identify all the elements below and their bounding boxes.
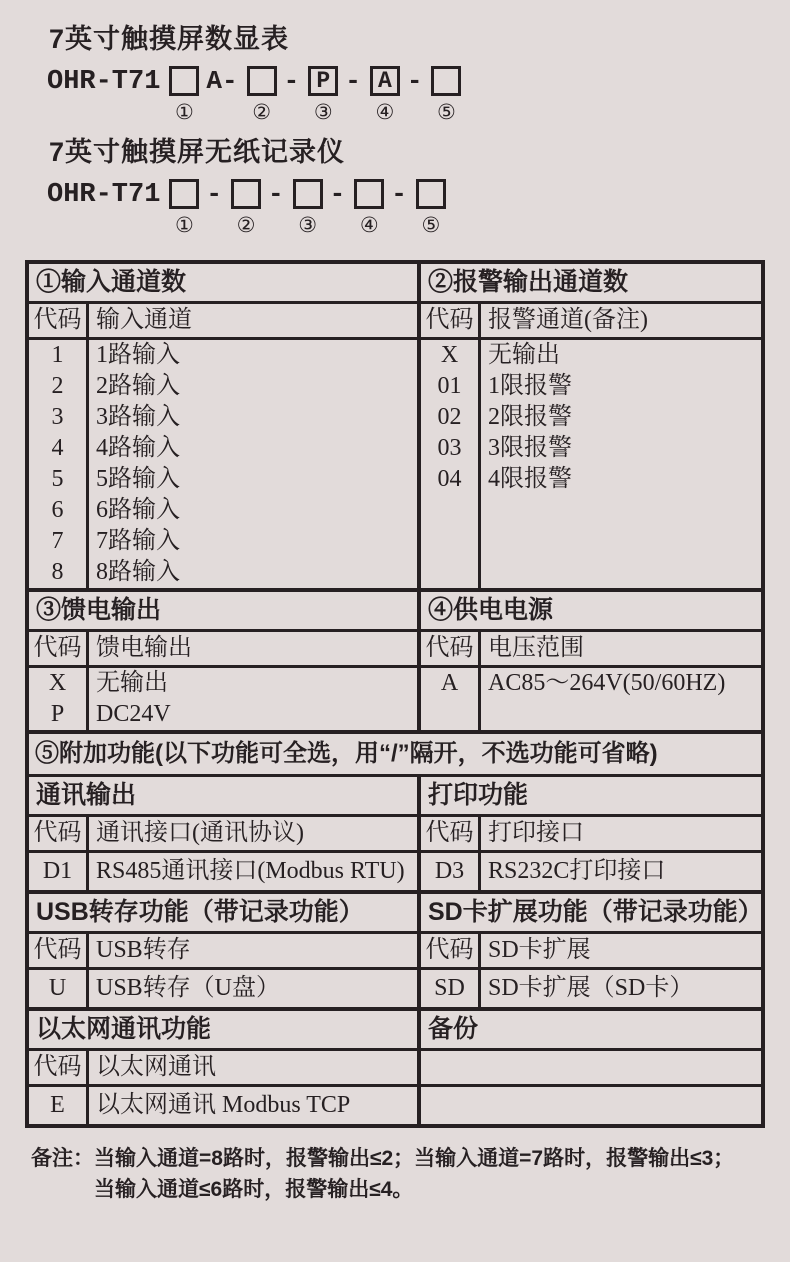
section-title: ②报警输出通道数 [421,264,761,304]
footnote-line: 当输入通道=8路时，报警输出≤2；当输入通道=7路时，报警输出≤3； [94,1147,735,1170]
code-cell: 4 [51,435,64,461]
table-panel-left [29,1011,421,1124]
model-code-box [169,66,199,96]
value-column [89,1087,417,1124]
model-box-column [431,66,461,123]
code-cell: U [48,975,67,1001]
table-band [29,894,761,1011]
value-cell: 7路输入 [96,528,180,554]
model-segment [308,66,361,123]
model-segment [169,179,222,236]
table-band [29,592,761,734]
column-header-row [29,817,417,853]
section-title: ①输入通道数 [29,264,417,304]
section-title: 以太网通讯功能 [29,1011,417,1051]
section-title: USB转存功能（带记录功能） [29,894,417,934]
code-cell: 2 [51,373,64,399]
product-2 [25,137,765,236]
column-header-cell: SD卡扩展 [488,937,591,963]
code-header-cell: 代码 [29,304,89,337]
table-panel-right [421,264,761,588]
code-header-cell: 代码 [421,817,481,850]
table-panel-right [421,894,763,1007]
model-code-box [247,66,277,96]
product-1-title: 7英寸触摸屏数显表 [49,24,290,54]
column-header-row [29,934,417,970]
code-cell: D1 [42,858,73,884]
code-cell: P [50,701,65,727]
code-cell: 8 [51,559,64,585]
footnote-line: 当输入通道≤6路时，报警输出≤4。 [94,1178,414,1201]
code-cell: SD [434,975,465,1001]
value-cell: 2限报警 [488,404,572,430]
value-cell: 以太网通讯 Modbus TCP [96,1092,351,1118]
circled-number-marker: ② [236,213,256,237]
value-cell: 无输出 [488,342,560,368]
model-box-column [169,179,199,236]
value-column [481,970,763,1007]
code-cell: 7 [51,528,64,554]
value-cell: USB转存（U盘） [96,975,281,1001]
data-area [29,970,417,1007]
code-cell: 03 [437,435,462,461]
value-column [89,340,417,588]
model-dash: - [345,66,361,96]
code-column [29,853,89,890]
model-prefix: OHR-T71 [47,67,161,97]
model-box-column [169,66,199,123]
value-cell: 3限报警 [488,435,572,461]
product-1-model-line [47,66,765,123]
model-segment [231,179,284,236]
column-header-row [421,632,761,668]
column-header-cell: 以太网通讯 [96,1054,216,1080]
table-band [29,777,761,894]
data-area [29,668,417,730]
model-segment [370,66,423,123]
column-header-cell: 报警通道(备注) [488,307,648,333]
model-code-box [293,179,323,209]
table-panel-left [29,592,421,730]
column-header-row [29,632,417,668]
model-code-box [354,179,384,209]
circled-number-marker: ② [252,100,272,124]
value-column [89,668,417,730]
data-area [29,1087,417,1124]
data-area [421,970,763,1007]
value-cell: AC85～264V(50/60HZ) [488,670,726,696]
code-cell: X [48,670,67,696]
circled-number-marker: ⑤ [421,213,441,237]
model-code-box [416,179,446,209]
model-code-box [231,179,261,209]
model-dash: - [283,66,300,96]
code-cell: 3 [51,404,64,430]
code-column [421,853,481,890]
model-box-column [416,179,446,236]
circled-number-marker: ④ [375,100,395,124]
column-header-cell: 通讯接口(通讯协议) [96,820,304,846]
model-dash: - [268,179,284,209]
model-dash: - [329,179,346,209]
model-segment [169,66,237,123]
section-title: 通讯输出 [29,777,417,817]
data-area [421,853,761,890]
circled-number-marker: ① [175,100,194,124]
value-cell: 3路输入 [96,404,180,430]
circled-number-marker: ⑤ [437,100,456,124]
column-header-row [421,304,761,340]
code-column [29,340,89,588]
additional-functions-title: ⑤附加功能(以下功能可全选，用“/”隔开，不选功能可省略) [29,734,761,777]
value-cell: RS232C打印接口 [488,858,666,884]
circled-number-marker: ③ [313,100,333,124]
column-header-cell: 馈电输出 [96,635,192,661]
column-header-row [421,817,761,853]
section-title: 备份 [421,1011,761,1051]
model-segment [431,66,461,123]
section-title: ③馈电输出 [29,592,417,632]
model-code-box: A [370,66,400,96]
model-code-box [431,66,461,96]
code-header-cell: 代码 [421,632,481,665]
model-dash: - [391,179,407,209]
product-2-title: 7英寸触摸屏无纸记录仪 [49,137,346,167]
value-column [89,853,417,890]
table-panel-left [29,894,421,1007]
footnote [25,1143,765,1205]
code-header-cell: 代码 [421,934,481,967]
code-cell: 1 [51,342,64,368]
value-cell: 6路输入 [96,497,180,523]
column-header-row [29,1051,417,1087]
code-cell: 6 [51,497,64,523]
value-cell: 2路输入 [96,373,180,399]
code-column [421,340,481,588]
model-segment [416,179,446,236]
code-cell: 02 [437,404,462,430]
product-1 [25,24,765,123]
code-header-cell: 代码 [29,1051,89,1084]
model-box-column [231,179,261,236]
value-cell: 8路输入 [96,559,180,585]
data-area [421,668,761,730]
model-box-column [308,66,338,123]
code-cell: A [440,670,459,696]
additional-functions-section [29,734,761,1124]
model-box-column [293,179,323,236]
value-column [89,970,417,1007]
value-cell: SD卡扩展（SD卡） [488,975,694,1001]
model-code-box: P [308,66,338,96]
value-column [481,340,761,588]
column-header-cell: 打印接口 [488,820,584,846]
value-cell: 1路输入 [96,342,180,368]
code-cell: D3 [434,858,465,884]
model-segment [247,66,300,123]
value-cell: 5路输入 [96,466,180,492]
model-box-column [247,66,277,123]
table-band [29,264,761,592]
code-header-cell: 代码 [29,934,89,967]
value-cell: 无输出 [96,670,168,696]
model-box-column [354,179,384,236]
code-cell: E [50,1092,65,1118]
code-cell: 04 [437,466,462,492]
table-panel-right [421,592,761,730]
column-header-cell: 电压范围 [488,635,584,661]
model-prefix: OHR-T71 [47,180,161,210]
column-header-cell: USB转存 [96,937,191,963]
table-panel-left [29,777,421,890]
model-dash: - [406,66,423,96]
data-area [29,340,417,588]
column-header-row [421,1051,761,1087]
code-column [29,1087,89,1124]
value-cell: RS485通讯接口(Modbus RTU) [96,858,405,884]
code-cell: X [440,342,459,368]
column-header-row [421,934,763,970]
code-cell: 5 [51,466,64,492]
model-dash: A- [206,66,238,96]
table-panel-left [29,264,421,588]
section-title: ④供电电源 [421,592,761,632]
code-column [29,970,89,1007]
ordering-code-table [25,260,765,1128]
circled-number-marker: ③ [298,213,318,237]
data-area [421,340,761,588]
code-header-cell: 代码 [29,817,89,850]
data-area [421,1087,761,1124]
value-cell: 1限报警 [488,373,572,399]
value-cell: 4限报警 [488,466,572,492]
value-column [481,668,761,730]
table-panel-right [421,1011,761,1124]
model-dash: - [206,179,223,209]
code-header-cell: 代码 [421,304,481,337]
table-panel-right [421,777,761,890]
footnote-lines [94,1143,765,1205]
table-band [29,1011,761,1124]
circled-number-marker: ① [175,213,194,237]
code-column [421,970,481,1007]
section-title: SD卡扩展功能（带记录功能） [421,894,763,934]
code-cell: 01 [437,373,462,399]
code-header-cell: 代码 [29,632,89,665]
section-title: 打印功能 [421,777,761,817]
value-cell: DC24V [96,701,171,727]
column-header-cell: 输入通道 [96,307,192,333]
product-2-model-line [47,179,765,236]
model-segment [293,179,346,236]
circled-number-marker: ④ [359,213,379,237]
footnote-label: 备注： [31,1147,94,1170]
model-segment [354,179,407,236]
value-column [481,853,761,890]
code-column [421,668,481,730]
model-code-box [169,179,199,209]
value-cell: 4路输入 [96,435,180,461]
column-header-row [29,304,417,340]
code-column [29,668,89,730]
data-area [29,853,417,890]
model-box-column [370,66,400,123]
